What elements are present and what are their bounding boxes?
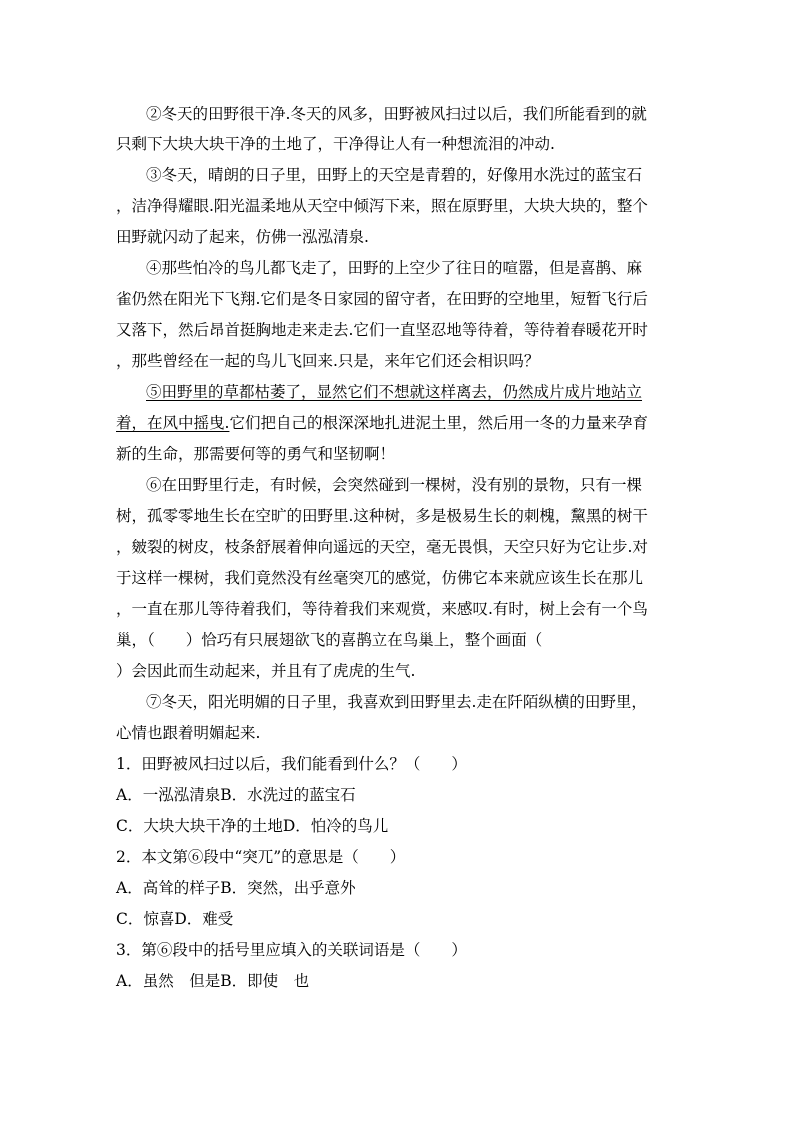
passage-p6-line-3: ，皴裂的树皮，枝条舒展着伸向遥远的天空，毫无畏惧，天空只好为它让步.对: [116, 538, 648, 556]
passage-p6-line-5: ，一直在那儿等待着我们，等待着我们来观赏，来感叹.有时，树上会有一个鸟: [116, 600, 648, 618]
passage-p3-line-2: ，洁净得耀眼.阳光温柔地从天空中倾泻下来，照在原野里，大块大块的，整个: [116, 197, 648, 215]
passage-p7-line-2: 心情也跟着明媚起来.: [116, 724, 261, 742]
passage-p4-line-2: 雀仍然在阳光下飞翔.它们是冬日家园的留守者，在田野的空地里，短暂飞行后: [116, 290, 648, 308]
question-3-stem: 3．第⑥段中的括号里应填入的关联词语是（ ）: [116, 941, 467, 959]
passage-p6-line-1: ⑥在田野里行走，有时候，会突然碰到一棵树，没有别的景物，只有一棵: [146, 476, 643, 494]
passage-p2-line-1: ②冬天的田野很干净.冬天的风多，田野被风扫过以后，我们所能看到的就: [146, 105, 647, 123]
passage-p2-line-2: 只剩下大块大块干净的土地了，干净得让人有一种想流泪的冲动.: [116, 135, 555, 153]
passage-p4-line-3: 又落下，然后昂首挺胸地走来走去.它们一直坚忍地等待着，等待着春暖花开时: [116, 321, 648, 339]
question-1-options-row-1: A．一泓泓清泉B．水洗过的蓝宝石: [116, 786, 356, 804]
passage-p7-line-1: ⑦冬天，阳光明媚的日子里，我喜欢到田野里去.走在阡陌纵横的田野里，: [146, 693, 647, 711]
passage-p5-line-1: [146, 382, 642, 402]
passage-p4-line-1: ④那些怕冷的鸟儿都飞走了，田野的上空少了往日的喧嚣，但是喜鹊、麻: [146, 259, 643, 277]
question-2-options-row-1: A．高耸的样子B．突然，出乎意外: [116, 879, 356, 897]
passage-p5-line-2: [116, 413, 648, 433]
question-2-options-row-2: C．惊喜D．难受: [116, 910, 234, 928]
passage-p3-line-3: 田野就闪动了起来，仿佛一泓泓清泉.: [116, 228, 369, 246]
underlined-sentence-part-1: ⑤田野里的草都枯萎了，显然它们不想就这样离去，仍然成片成片地站立: [146, 383, 643, 401]
question-1-stem: 1．田野被风扫过以后，我们能看到什么？（ ）: [116, 755, 467, 773]
passage-p3-line-1: ③冬天，晴朗的日子里，田野上的天空是青碧的，好像用水洗过的蓝宝石: [146, 166, 643, 184]
passage-p6-line-4: 于这样一棵树，我们竟然没有丝毫突兀的感觉，仿佛它本来就应该生长在那儿: [116, 569, 644, 587]
question-2-stem: 2．本文第⑥段中“突兀”的意思是（ ）: [116, 848, 406, 866]
passage-p6-line-2: 树，孤零零地生长在空旷的田野里.这种树，多是极易生长的刺槐，黧黑的树干: [116, 507, 648, 525]
passage-p6-line-6: 巢，（ ）恰巧有只展翅欲飞的喜鹊立在鸟巢上，整个画面（: [116, 631, 543, 649]
passage-p5-line-3: 新的生命，那需要何等的勇气和坚韧啊！: [116, 445, 396, 463]
underlined-sentence-part-2: 着，在风中摇曳.: [116, 414, 230, 432]
passage-p5-line-2-rest: 它们把自己的根深深地扎进泥土里，然后用一冬的力量来孕育: [229, 414, 648, 432]
passage-p6-line-7: ）会因此而生动起来，并且有了虎虎的生气.: [116, 662, 416, 680]
passage-p4-line-4: ，那些曾经在一起的鸟儿飞回来.只是，来年它们还会相识吗？: [116, 352, 540, 370]
question-3-options-row-1: A．虽然 但是B．即使 也: [116, 972, 310, 990]
question-1-options-row-2: C．大块大块干净的土地D．怕冷的鸟儿: [116, 817, 389, 835]
